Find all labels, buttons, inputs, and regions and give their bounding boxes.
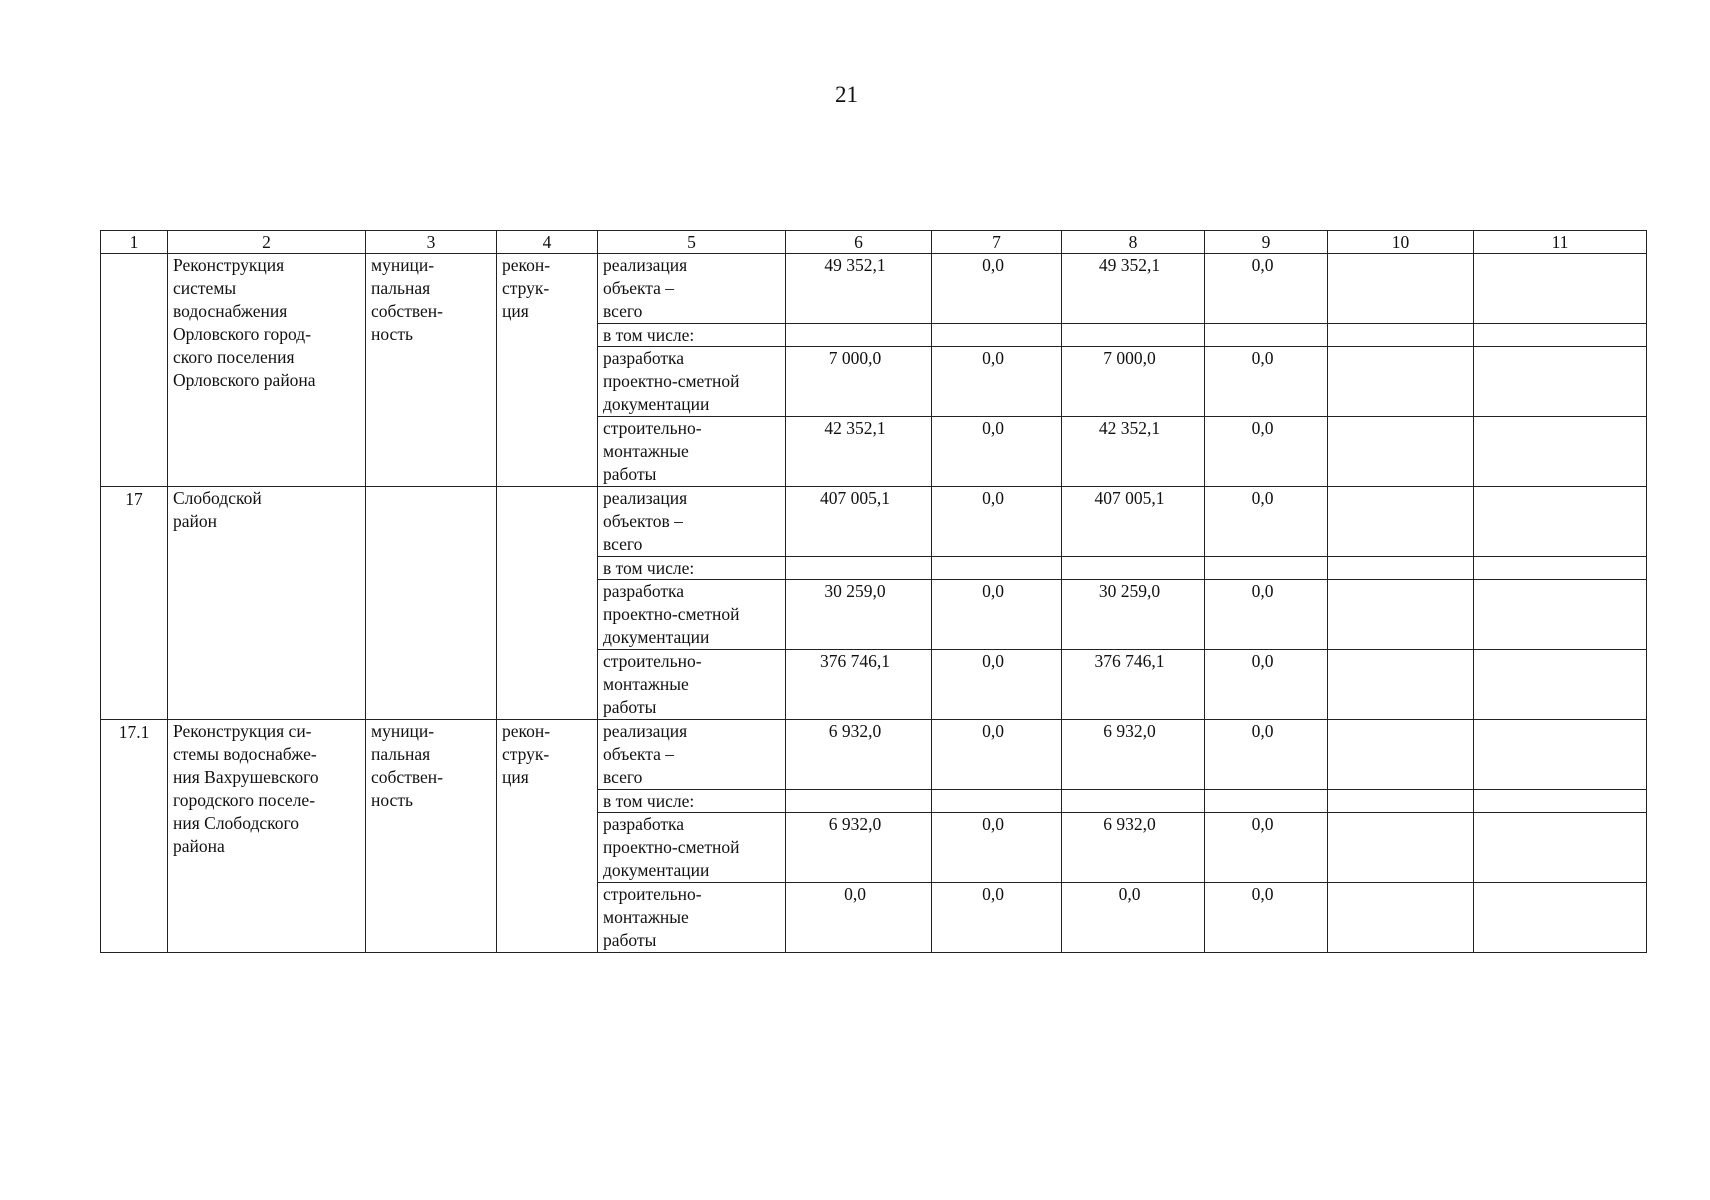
value-cell: 0,0 [1205, 883, 1328, 953]
row-label-cell: реализация объектов – всего [598, 487, 786, 557]
value-cell: 6 932,0 [1062, 720, 1205, 790]
table-row [101, 487, 1647, 557]
value-cell: 0,0 [932, 883, 1062, 953]
header-cell: 7 [932, 231, 1062, 254]
row-index-cell: 17.1 [101, 720, 168, 953]
row-label-cell: в том числе: [598, 790, 786, 813]
value-cell: 0,0 [1205, 254, 1328, 324]
value-cell [1062, 324, 1205, 347]
value-cell: 0,0 [1205, 580, 1328, 650]
value-cell: 0,0 [1205, 650, 1328, 720]
value-cell [786, 790, 932, 813]
value-cell: 0,0 [1205, 720, 1328, 790]
table-row [101, 254, 1647, 324]
value-cell: 7 000,0 [786, 347, 932, 417]
value-cell: 0,0 [1205, 417, 1328, 487]
value-cell: 0,0 [932, 487, 1062, 557]
value-cell [1328, 557, 1474, 580]
value-cell: 0,0 [932, 650, 1062, 720]
value-cell: 376 746,1 [1062, 650, 1205, 720]
value-cell: 6 932,0 [1062, 813, 1205, 883]
value-cell: 30 259,0 [786, 580, 932, 650]
value-cell [1474, 487, 1647, 557]
value-cell [1062, 557, 1205, 580]
value-cell: 30 259,0 [1062, 580, 1205, 650]
value-cell [1474, 557, 1647, 580]
value-cell [1328, 813, 1474, 883]
value-cell [1328, 790, 1474, 813]
value-cell: 407 005,1 [1062, 487, 1205, 557]
value-cell: 49 352,1 [786, 254, 932, 324]
value-cell [1474, 813, 1647, 883]
value-cell: 0,0 [786, 883, 932, 953]
value-cell: 0,0 [932, 720, 1062, 790]
value-cell: 0,0 [1205, 347, 1328, 417]
value-cell [786, 324, 932, 347]
value-cell [1328, 650, 1474, 720]
header-cell: 6 [786, 231, 932, 254]
ownership-cell [366, 487, 497, 720]
object-name-cell: Реконструкция системы водоснабжения Орловского город- ского поселения Орловского района [168, 254, 366, 487]
ownership-cell: муници- пальная собствен- ность [366, 254, 497, 487]
row-label-cell: строительно- монтажные работы [598, 650, 786, 720]
value-cell [1474, 324, 1647, 347]
value-cell [1205, 557, 1328, 580]
work-type-cell: рекон- струк- ция [497, 254, 598, 487]
ownership-cell: муници- пальная собствен- ность [366, 720, 497, 953]
value-cell [1474, 417, 1647, 487]
object-name-cell: Реконструкция си- стемы водоснабже- ния Вахрушевского городского поселе- ния Слободского района [168, 720, 366, 953]
value-cell [1474, 650, 1647, 720]
value-cell [1474, 580, 1647, 650]
value-cell [786, 557, 932, 580]
value-cell [1328, 324, 1474, 347]
value-cell: 6 932,0 [786, 813, 932, 883]
work-type-cell: рекон- струк- ция [497, 720, 598, 953]
value-cell [1474, 720, 1647, 790]
object-name-cell: Слободской район [168, 487, 366, 720]
value-cell: 0,0 [932, 813, 1062, 883]
value-cell: 376 746,1 [786, 650, 932, 720]
value-cell [932, 324, 1062, 347]
value-cell [1328, 883, 1474, 953]
value-cell [1205, 324, 1328, 347]
column-number-row [101, 231, 1647, 254]
row-label-cell: реализация объекта – всего [598, 720, 786, 790]
value-cell: 0,0 [1205, 487, 1328, 557]
value-cell [1328, 254, 1474, 324]
value-cell: 0,0 [932, 254, 1062, 324]
header-cell: 11 [1474, 231, 1647, 254]
value-cell [932, 790, 1062, 813]
value-cell [1474, 347, 1647, 417]
value-cell: 42 352,1 [786, 417, 932, 487]
value-cell: 0,0 [932, 417, 1062, 487]
value-cell: 0,0 [1205, 813, 1328, 883]
row-label-cell: строительно- монтажные работы [598, 417, 786, 487]
value-cell [1328, 487, 1474, 557]
header-cell: 3 [366, 231, 497, 254]
row-index-cell [101, 254, 168, 487]
row-label-cell: строительно- монтажные работы [598, 883, 786, 953]
value-cell: 0,0 [932, 580, 1062, 650]
header-cell: 5 [598, 231, 786, 254]
value-cell [1328, 720, 1474, 790]
table-row [101, 720, 1647, 790]
value-cell: 0,0 [1062, 883, 1205, 953]
budget-table [100, 230, 1647, 953]
value-cell [1062, 790, 1205, 813]
value-cell: 49 352,1 [1062, 254, 1205, 324]
value-cell [1328, 417, 1474, 487]
value-cell [1474, 254, 1647, 324]
header-cell: 9 [1205, 231, 1328, 254]
value-cell [1328, 580, 1474, 650]
row-label-cell: реализация объекта – всего [598, 254, 786, 324]
row-index-cell: 17 [101, 487, 168, 720]
header-cell: 10 [1328, 231, 1474, 254]
work-type-cell [497, 487, 598, 720]
header-cell: 2 [168, 231, 366, 254]
header-cell: 8 [1062, 231, 1205, 254]
row-label-cell: в том числе: [598, 557, 786, 580]
value-cell: 407 005,1 [786, 487, 932, 557]
value-cell: 0,0 [932, 347, 1062, 417]
row-label-cell: разработка проектно-сметной документации [598, 813, 786, 883]
value-cell: 42 352,1 [1062, 417, 1205, 487]
row-label-cell: разработка проектно-сметной документации [598, 580, 786, 650]
value-cell [1328, 347, 1474, 417]
row-label-cell: разработка проектно-сметной документации [598, 347, 786, 417]
value-cell [1205, 790, 1328, 813]
header-cell: 4 [497, 231, 598, 254]
page-number: 21 [835, 82, 858, 107]
value-cell [1474, 883, 1647, 953]
value-cell: 6 932,0 [786, 720, 932, 790]
value-cell [1474, 790, 1647, 813]
header-cell: 1 [101, 231, 168, 254]
value-cell: 7 000,0 [1062, 347, 1205, 417]
row-label-cell: в том числе: [598, 324, 786, 347]
value-cell [932, 557, 1062, 580]
